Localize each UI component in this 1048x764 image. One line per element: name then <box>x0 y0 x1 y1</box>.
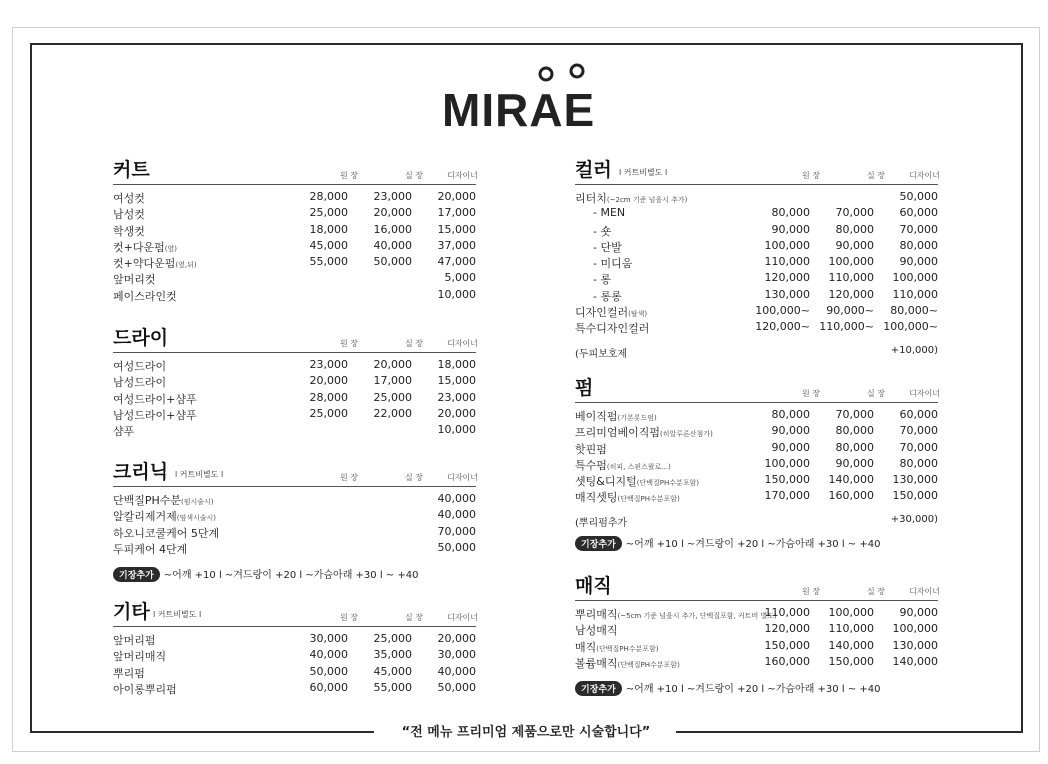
menu-item-price: 90,000 <box>771 424 810 438</box>
menu-item-price: 30,000 <box>437 648 476 662</box>
menu-item-name: 여성컷 <box>113 192 145 205</box>
col-original: 원 장 <box>802 587 820 596</box>
menu-item <box>575 288 938 304</box>
menu-item-price: 80,000 <box>835 222 874 236</box>
menu-item-price: 16,000 <box>373 222 412 236</box>
menu-item-price: 22,000 <box>373 406 412 420</box>
menu-item-price: 90,000 <box>771 222 810 236</box>
menu-item-price: 70,000 <box>899 440 938 454</box>
length-badge: 기장추가 <box>113 567 160 582</box>
menu-item-name: 매직셋팅(단백질PH수분포함) <box>575 491 680 505</box>
menu-item <box>575 304 938 320</box>
magic-header <box>575 576 938 601</box>
menu-item-price: 70,000 <box>899 424 938 438</box>
menu-item-price: 130,000 <box>764 287 810 301</box>
menu-item <box>113 407 476 423</box>
col-designer: 디자이너 <box>909 587 940 596</box>
menu-item-price: 15,000 <box>437 222 476 236</box>
menu-item-price: 70,000 <box>899 222 938 236</box>
menu-item-price: 25,000 <box>373 390 412 404</box>
menu-item-price: 110,000 <box>828 271 874 285</box>
menu-item <box>113 271 476 287</box>
length-text: ~어깨 +10 l ~겨드랑이 +20 l ~가슴아래 +30 l ~ +40 <box>625 684 881 696</box>
dry-list <box>113 358 476 439</box>
menu-item-price: 50,000 <box>899 190 938 203</box>
menu-item <box>113 541 476 557</box>
perm-section <box>575 378 938 551</box>
menu-item <box>113 648 476 664</box>
menu-item-price: 100,000 <box>764 456 810 470</box>
menu-item-price: 150,000 <box>764 638 810 652</box>
menu-item-note: (히피, 스핀스왈로...) <box>606 462 671 471</box>
menu-item-name: - MEN <box>593 206 626 220</box>
menu-item-price: 80,000~ <box>890 304 938 318</box>
menu-item-name: 프리미엄베이직펌(히알루론산첨가) <box>575 426 713 440</box>
length-text: ~어깨 +10 l ~겨드랑이 +20 l ~가슴아래 +30 l ~ +40 <box>163 570 419 582</box>
menu-item-note: (단백질PH수분포함) <box>636 479 699 488</box>
menu-item-price: 20,000 <box>437 406 476 420</box>
col-director: 실 장 <box>405 171 423 180</box>
menu-item-name: 뿌리매직(~5cm 기준 넘을시 추가, 단백질포함, 커트비 별도) <box>575 608 777 621</box>
menu-item-price: 120,000 <box>828 287 874 301</box>
slogan: “전 메뉴 프리미엄 제품으로만 시술합니다” <box>380 721 672 740</box>
menu-item-price: 80,000 <box>771 408 810 421</box>
menu-item-price: 45,000 <box>373 664 412 678</box>
menu-item-name: 페이스라인컷 <box>113 289 177 303</box>
col-director: 실 장 <box>405 473 423 482</box>
menu-item-name: - 단발 <box>593 240 622 254</box>
menu-item-name: 앞머리컷 <box>113 273 156 287</box>
menu-item-price: 140,000 <box>828 638 874 652</box>
menu-item-price: 23,000 <box>437 390 476 404</box>
menu-item-note: (펌시술시) <box>181 498 214 506</box>
menu-item-name: - 숏 <box>593 224 612 238</box>
dry-section <box>113 328 476 439</box>
menu-item-name: 남성드라이 <box>113 376 167 390</box>
menu-item-price: 90,000~ <box>826 304 874 318</box>
menu-item-name: 컷+약다운펌(옆,뒤) <box>113 257 197 271</box>
menu-item-price: 170,000 <box>764 489 810 503</box>
mirae-logo <box>440 60 620 132</box>
menu-item-name: 여성드라이 <box>113 360 167 373</box>
menu-item-price: 130,000 <box>892 638 938 652</box>
menu-item-price: 110,000 <box>828 622 874 636</box>
menu-item-price: 20,000 <box>437 190 476 203</box>
color-extra <box>575 345 938 361</box>
menu-item <box>575 473 938 489</box>
menu-item <box>575 206 938 222</box>
menu-item-price: 20,000 <box>309 374 348 388</box>
menu-item-name: 알칼리제거제(염색시술시) <box>113 510 217 524</box>
menu-item-price: 100,000 <box>764 238 810 252</box>
menu-item-price: 5,000 <box>444 271 476 285</box>
scissors-icon <box>540 65 583 80</box>
menu-item <box>575 639 938 655</box>
clinic-note: l 커트비별도 l <box>175 470 224 479</box>
menu-item <box>575 239 938 255</box>
menu-item-price: 130,000 <box>892 473 938 487</box>
color-header <box>575 160 938 185</box>
col-designer: 디자이너 <box>909 389 940 398</box>
menu-item <box>575 606 938 622</box>
col-designer: 디자이너 <box>909 171 940 180</box>
color-section <box>575 160 938 361</box>
menu-item <box>575 190 938 206</box>
menu-item-price: 160,000 <box>828 489 874 503</box>
menu-item <box>575 320 938 336</box>
menu-item-price: 40,000 <box>437 664 476 678</box>
menu-item-price: 140,000 <box>892 654 938 668</box>
clinic-title: 크리닉 <box>113 461 169 483</box>
menu-item-price: 50,000 <box>437 540 476 554</box>
menu-item-price: 120,000 <box>764 271 810 285</box>
menu-item-note: (단백질PH수분포함) <box>617 660 680 669</box>
menu-item-price: 120,000 <box>764 622 810 636</box>
menu-item-price: 20,000 <box>437 632 476 645</box>
length-text: ~어깨 +10 l ~겨드랑이 +20 l ~가슴아래 +30 l ~ +40 <box>625 538 881 550</box>
menu-item-name: 하오니코쿨케어 5단계 <box>113 526 220 540</box>
menu-item-price: 37,000 <box>437 238 476 252</box>
menu-item-price: 35,000 <box>373 648 412 662</box>
menu-item-price: 18,000 <box>309 222 348 236</box>
logo-text: MIRAE <box>442 84 596 132</box>
magic-list <box>575 606 938 671</box>
menu-item-price: 60,000 <box>899 206 938 220</box>
magic-section <box>575 576 938 696</box>
menu-item-price: 23,000 <box>373 190 412 203</box>
menu-item-note: (~5cm 기준 넘을시 추가, 단백질포함, 커트비 별도) <box>617 612 777 620</box>
col-designer: 디자이너 <box>447 171 478 180</box>
menu-item-price: 100,000~ <box>883 320 938 334</box>
menu-item-price: 110,000 <box>764 255 810 269</box>
menu-item-price: 90,000 <box>899 255 938 269</box>
menu-item <box>575 223 938 239</box>
menu-item-price: 100,000~ <box>755 304 810 318</box>
menu-item-price: 20,000 <box>373 358 412 371</box>
menu-item-price: 90,000 <box>835 238 874 252</box>
col-designer: 디자이너 <box>447 613 478 622</box>
clinic-section <box>113 462 476 582</box>
menu-item-price: 70,000 <box>437 524 476 538</box>
menu-item-name: 남성컷 <box>113 208 145 222</box>
length-badge: 기장추가 <box>575 536 622 551</box>
etc-section <box>113 602 476 697</box>
color-title: 컬러 <box>575 159 612 181</box>
menu-item-price: 110,000 <box>764 606 810 619</box>
color-extra-value: +10,000) <box>890 344 938 356</box>
col-original: 원 장 <box>340 613 358 622</box>
menu-item-name: 셋팅&디지털(단백질PH수분포함) <box>575 475 699 489</box>
magic-title: 매직 <box>575 575 612 597</box>
color-extra-name: (두피보호제 <box>575 348 628 360</box>
menu-item-name: 매직(단백질PH수분포함) <box>575 640 659 654</box>
menu-item <box>575 655 938 671</box>
menu-item-name: 두피케어 4단계 <box>113 542 188 556</box>
menu-item-price: 50,000 <box>309 664 348 678</box>
menu-item-note: (단백질PH수분포함) <box>617 495 680 504</box>
menu-item-name: 학생컷 <box>113 224 145 238</box>
menu-item-note: (탈색) <box>628 310 648 319</box>
menu-item-note: (단백질PH수분포함) <box>596 644 659 653</box>
menu-item-note: (염색시술시) <box>176 514 217 523</box>
menu-item <box>575 424 938 440</box>
menu-item-name: - 미디움 <box>593 257 633 271</box>
menu-item <box>575 441 938 457</box>
etc-title: 기타 <box>113 601 150 623</box>
col-original: 원 장 <box>340 473 358 482</box>
bottom-rule-left <box>30 731 374 733</box>
menu-item-note: (옆,뒤) <box>175 261 197 270</box>
col-director: 실 장 <box>867 389 885 398</box>
col-director: 실 장 <box>405 613 423 622</box>
etc-note: l 커트비별도 l <box>153 610 202 619</box>
menu-item-price: 50,000 <box>373 255 412 269</box>
menu-item-price: 30,000 <box>309 632 348 645</box>
menu-item-price: 100,000 <box>892 271 938 285</box>
menu-item-price: 70,000 <box>835 206 874 220</box>
menu-item-price: 40,000 <box>373 238 412 252</box>
menu-item-name: 디자인컬러(탈색) <box>575 306 648 320</box>
menu-item-price: 55,000 <box>373 680 412 694</box>
menu-item <box>113 525 476 541</box>
menu-item-price: 100,000 <box>828 255 874 269</box>
perm-title: 펌 <box>575 377 594 399</box>
length-surcharge <box>575 680 938 696</box>
cut-title: 커트 <box>113 159 150 181</box>
col-designer: 디자이너 <box>447 473 478 482</box>
menu-item-price: 28,000 <box>309 190 348 203</box>
menu-item-price: 150,000 <box>892 489 938 503</box>
menu-item-price: 150,000 <box>828 654 874 668</box>
menu-item <box>575 255 938 271</box>
menu-item-price: 90,000 <box>899 606 938 619</box>
menu-item-price: 20,000 <box>373 206 412 220</box>
menu-item-price: 15,000 <box>437 374 476 388</box>
menu-item-name: 남성매직 <box>575 624 618 638</box>
menu-item-price: 50,000 <box>437 680 476 694</box>
cut-header <box>113 160 476 185</box>
menu-item <box>113 423 476 439</box>
menu-item-price: 80,000 <box>899 456 938 470</box>
menu-item-price: 70,000 <box>835 408 874 421</box>
menu-item-price: 80,000 <box>835 424 874 438</box>
menu-item <box>113 206 476 222</box>
menu-item-name: 샴푸 <box>113 425 135 439</box>
menu-item-name: 여성드라이+샴푸 <box>113 392 197 406</box>
menu-item <box>113 374 476 390</box>
color-note: l 커트비별도 l <box>619 168 668 177</box>
etc-header <box>113 602 476 627</box>
menu-item-price: 60,000 <box>309 680 348 694</box>
menu-item-price: 18,000 <box>437 358 476 371</box>
perm-extra <box>575 514 938 530</box>
menu-item-note: (옆) <box>164 244 177 253</box>
menu-item-note: (히알루론산첨가) <box>660 430 713 439</box>
menu-item-name: 베이직펌(기본롯드펌) <box>575 410 657 423</box>
menu-item <box>113 632 476 648</box>
menu-item-price: 110,000~ <box>819 320 874 334</box>
color-list <box>575 190 938 337</box>
menu-item <box>113 288 476 304</box>
menu-item-price: 120,000~ <box>755 320 810 334</box>
col-original: 원 장 <box>802 171 820 180</box>
menu-item-price: 10,000 <box>437 287 476 301</box>
menu-item-price: 25,000 <box>309 206 348 220</box>
menu-item <box>575 408 938 424</box>
menu-item-name: - 롱 <box>593 273 612 287</box>
menu-item-price: 90,000 <box>835 456 874 470</box>
menu-item-price: 150,000 <box>764 473 810 487</box>
length-surcharge <box>575 535 938 551</box>
menu-item <box>113 358 476 374</box>
menu-item-price: 40,000 <box>437 492 476 505</box>
menu-item-price: 100,000 <box>828 606 874 619</box>
menu-item-name: 볼륨매직(단백질PH수분포함) <box>575 656 680 670</box>
menu-item <box>113 255 476 271</box>
menu-item-price: 25,000 <box>373 632 412 645</box>
length-surcharge <box>113 566 476 582</box>
perm-header <box>575 378 938 403</box>
dry-title: 드라이 <box>113 327 169 349</box>
menu-item-price: 40,000 <box>309 648 348 662</box>
menu-item <box>113 223 476 239</box>
col-director: 실 장 <box>867 587 885 596</box>
menu-item-name: - 롱롱 <box>593 289 622 303</box>
menu-item-price: 100,000 <box>892 622 938 636</box>
col-original: 원 장 <box>802 389 820 398</box>
perm-list <box>575 408 938 506</box>
menu-item <box>113 190 476 206</box>
menu-item-price: 28,000 <box>309 390 348 404</box>
menu-item-price: 55,000 <box>309 255 348 269</box>
menu-item-name: 특수펌(히피, 스핀스왈로...) <box>575 458 671 472</box>
menu-item-price: 80,000 <box>771 206 810 220</box>
menu-item <box>113 665 476 681</box>
menu-item-price: 90,000 <box>771 440 810 454</box>
menu-item <box>113 508 476 524</box>
col-original: 원 장 <box>340 339 358 348</box>
menu-item-price: 80,000 <box>835 440 874 454</box>
menu-item-name: 뿌리펌 <box>113 666 145 680</box>
menu-item <box>575 622 938 638</box>
clinic-header <box>113 462 476 487</box>
menu-item <box>113 492 476 508</box>
menu-item-name: 아이롱뿌리펌 <box>113 682 177 696</box>
cut-section <box>113 160 476 304</box>
menu-item-price: 140,000 <box>828 473 874 487</box>
menu-item-price: 17,000 <box>373 374 412 388</box>
menu-item-price: 10,000 <box>437 423 476 437</box>
menu-item <box>113 681 476 697</box>
etc-list <box>113 632 476 697</box>
menu-item-price: 160,000 <box>764 654 810 668</box>
menu-item-price: 45,000 <box>309 238 348 252</box>
menu-item-price: 40,000 <box>437 508 476 522</box>
perm-extra-name: (뿌리펌추가 <box>575 517 628 529</box>
menu-item-price: 47,000 <box>437 255 476 269</box>
menu-item-name: 리터치(~2cm 기준 넘을시 추가) <box>575 192 688 205</box>
col-director: 실 장 <box>405 339 423 348</box>
menu-item <box>575 489 938 505</box>
menu-item <box>575 271 938 287</box>
clinic-list <box>113 492 476 557</box>
menu-item-name: 핫핀펌 <box>575 442 607 456</box>
menu-item-name: 특수디자인컬러 <box>575 322 650 336</box>
dry-header <box>113 328 476 353</box>
cut-list <box>113 190 476 304</box>
menu-item-note: (~2cm 기준 넘을시 추가) <box>606 196 688 204</box>
menu-item-name: 컷+다운펌(옆) <box>113 240 177 254</box>
col-original: 원 장 <box>340 171 358 180</box>
bottom-rule-right <box>676 731 1023 733</box>
menu-item-name: 남성드라이+샴푸 <box>113 408 197 422</box>
menu-item-price: 25,000 <box>309 406 348 420</box>
menu-item-price: 23,000 <box>309 358 348 371</box>
menu-item-name: 앞머리펌 <box>113 634 156 647</box>
length-badge: 기장추가 <box>575 681 622 696</box>
menu-item <box>575 457 938 473</box>
menu-item <box>113 239 476 255</box>
col-designer: 디자이너 <box>447 339 478 348</box>
col-director: 실 장 <box>867 171 885 180</box>
perm-extra-value: +30,000) <box>890 513 938 525</box>
menu-item-price: 80,000 <box>899 238 938 252</box>
menu-item <box>113 391 476 407</box>
menu-item-note: (기본롯드펌) <box>617 414 657 422</box>
menu-item-name: 단백질PH수분(펌시술시) <box>113 494 214 507</box>
menu-item-price: 110,000 <box>892 287 938 301</box>
menu-item-price: 60,000 <box>899 408 938 421</box>
menu-item-name: 앞머리매직 <box>113 650 167 664</box>
menu-item-price: 17,000 <box>437 206 476 220</box>
